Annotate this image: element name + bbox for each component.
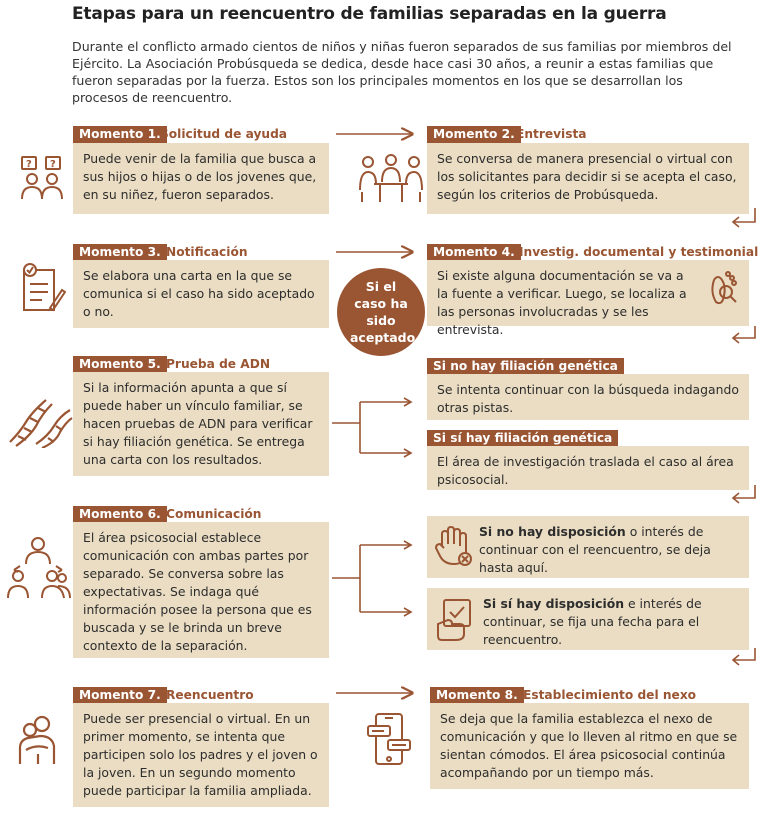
hand-ok-icon [434,598,478,642]
branch-si-filiacion-label: Si sí hay filiación genética [427,430,618,447]
dna-icon [6,392,74,448]
branch-no-disposicion-box [427,516,749,578]
accepted-circle-text: Si el caso ha sido aceptado [350,279,416,345]
step-4-box [427,260,749,337]
svg-text:?: ? [26,159,32,170]
return-arrow-2 [733,326,755,343]
step-4-label: Momento 4. [427,244,521,261]
step-1-title: Solicitud de ayuda [160,127,288,141]
step-4-text: Si existe alguna documentación se va a la fuente a verificar. Luego, se localiza a las personas involucradas y se les entrevista. [437,268,687,337]
step-8-label: Momento 8. [430,687,524,704]
step-5-title: Prueba de ADN [166,357,271,371]
step-6-label: Momento 6. [73,506,167,523]
step-3-title: Notificación [166,245,248,259]
phone-chat-icon [366,712,416,768]
step-8-box [430,703,749,789]
step-5-label: Momento 5. [73,356,167,373]
step-2-label: Momento 2. [427,126,521,143]
branch-si-disposicion-bold: Si sí hay disposición [483,596,625,611]
branch-si-filiacion-box [427,446,749,490]
page-title: Etapas para un reencuentro de familias separadas en la guerra [72,4,667,24]
step-3-label: Momento 3. [73,244,167,261]
branch-no-disposicion-bold: Si no hay disposición [479,524,626,539]
step-8-text: Se deja que la familia establezca el nexo de comunicación y que lo lleven al ritmo en que se sientan cómodos. El área psicosocial continúa acompañando por un tiempo más. [440,711,738,780]
step-4-title: Investig. documental y testimonial [519,245,759,259]
step-7-title: Reencuentro [166,688,254,702]
step-7-label: Momento 7. [73,687,167,704]
step-7-box [73,703,329,807]
step-8-title: Establecimiento del nexo [523,688,697,702]
meeting-table-icon [356,152,426,206]
communication-people-icon [6,536,72,602]
step-7-text: Puede ser presencial o virtual. En un primer momento, se intenta que participen solo los padres y el joven o la joven. En un segundo momento puede participar la familia ampliada. [83,711,318,798]
step-6-box [73,522,329,658]
step-5-box [73,372,329,476]
step-1-text: Puede venir de la familia que busca a sus hijos o hijas o de los jovenes que, en su niñez, fueron separados. [83,151,317,202]
step-2-title: Entrevista [516,127,587,141]
branch-m6 [332,545,410,612]
step-1-box [73,143,329,214]
branch-no-disposicion-text: o interés de continuar con el reencuentro, se deja hasta aquí. [479,524,711,575]
branch-no-filiacion-text: Se intenta continuar con la búsqueda indagando otras pistas. [437,382,739,415]
step-5-text: Si la información apunta a que sí puede haber un vínculo familiar, se hacen pruebas de ADN para verificar si hay filiación genética. Se entrega una carta con los resultados. [83,380,313,467]
branch-m5 [332,402,410,453]
svg-text:?: ? [50,159,56,170]
return-arrow-4 [733,648,755,665]
question-people-icon [18,155,66,203]
accepted-circle [337,268,425,356]
branch-no-filiacion-box [427,374,749,420]
step-6-text: El área psicosocial establece comunicación con ambas partes por separado. Se conversa sobre las expectativas. Se indaga qué información posee la persona que es buscada y se le brinda un breve contexto de la separación. [83,530,312,653]
intro-paragraph: Durante el conflicto armado cientos de niños y niñas fueron separados de sus familias por miembros del Ejército. La Asociación Probúsqueda se dedica, desde hace casi 30 años, a reunir a estas familias que fueron separadas por la fuerza. Estos son los principales momentos en los que se desarrollan los procesos de reencuentro. [72,39,732,105]
step-2-box [427,143,749,214]
hug-icon [16,714,62,768]
branch-no-filiacion-label: Si no hay filiación genética [427,358,624,375]
step-3-text: Se elabora una carta en la que se comunica si el caso ha sido aceptado o no. [83,268,315,319]
branch-si-disposicion-text: e interés de continuar, se fija una fecha para el reencuentro. [483,596,702,647]
branch-si-filiacion-text: El área de investigación traslada el caso al área psicosocial. [437,454,734,487]
step-1-label: Momento 1. [73,126,167,143]
document-check-icon [20,262,66,316]
footprint-search-icon [704,266,744,308]
step-2-text: Se conversa de manera presencial o virtual con los solicitantes para decidir si se acepta el caso, según los criterios de Probúsqueda. [437,151,737,202]
step-3-box [73,260,329,328]
step-6-title: Comunicación [166,507,262,521]
hand-stop-icon [434,526,474,568]
